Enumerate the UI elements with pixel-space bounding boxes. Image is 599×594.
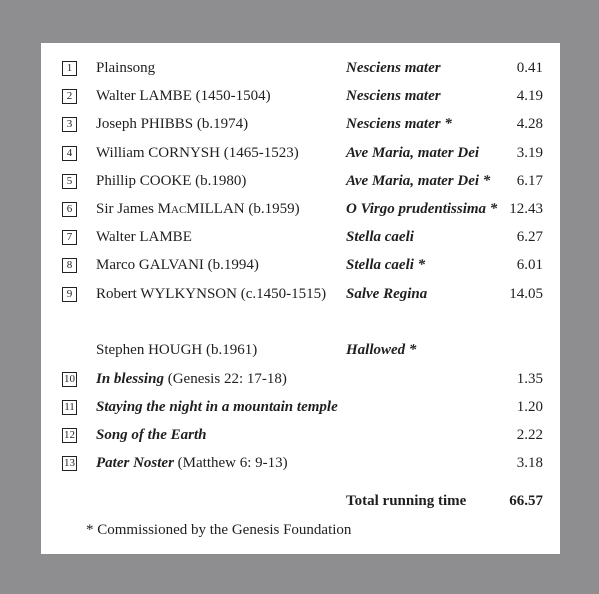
movement-label xyxy=(96,396,338,418)
track-number: 13 xyxy=(64,457,75,469)
composer-name-smallcaps: AC xyxy=(171,204,187,216)
movement-row xyxy=(41,396,560,418)
track-duration: 1.35 xyxy=(516,371,543,387)
track-number: 12 xyxy=(64,429,75,441)
track-row xyxy=(41,198,560,220)
work-title: Nesciens mater * xyxy=(346,116,452,132)
movement-title: Staying the night in a mountain temple xyxy=(96,399,338,415)
track-duration: 4.19 xyxy=(516,88,543,104)
total-running-time: 66.57 xyxy=(509,493,543,509)
track-duration: 12.43 xyxy=(509,201,543,217)
composer-name: Walter LAMBE xyxy=(96,229,192,245)
composer-name: William CORNYSH (1465-1523) xyxy=(96,145,299,161)
track-duration: 3.19 xyxy=(516,145,543,161)
work-title: Nesciens mater xyxy=(346,60,441,76)
work-title: Nesciens mater xyxy=(346,88,441,104)
work-title: Stella caeli xyxy=(346,229,414,245)
composer-name: Plainsong xyxy=(96,60,156,76)
track-row xyxy=(41,283,560,305)
track-row xyxy=(41,226,560,248)
track-number: 8 xyxy=(62,258,77,273)
movement-label xyxy=(96,424,206,446)
movement-note: (Matthew 6: 9-13) xyxy=(173,455,288,471)
track-number: 4 xyxy=(62,146,77,161)
track-duration: 3.18 xyxy=(516,455,543,471)
track-number: 9 xyxy=(62,287,77,302)
movement-row xyxy=(41,424,560,446)
composer-name: Walter LAMBE (1450-1504) xyxy=(96,88,271,104)
track-number: 10 xyxy=(64,373,75,385)
work-title: Salve Regina xyxy=(346,286,428,302)
commission-footnote: * Commissioned by the Genesis Foundation xyxy=(86,522,352,538)
track-listing-card xyxy=(41,43,560,554)
track-row xyxy=(41,113,560,135)
track-number: 5 xyxy=(62,174,77,189)
composer-name: Robert WYLKYNSON (c.1450-1515) xyxy=(96,286,327,302)
work-title: O Virgo prudentissima * xyxy=(346,201,498,217)
track-row xyxy=(41,142,560,164)
composer-name: Joseph PHIBBS (b.1974) xyxy=(96,116,249,132)
track-duration: 1.20 xyxy=(516,399,543,415)
track-row xyxy=(41,57,560,79)
track-number: 1 xyxy=(62,61,77,76)
composer-name xyxy=(96,198,300,221)
movement-row xyxy=(41,452,560,474)
work-title: Ave Maria, mater Dei xyxy=(346,145,480,161)
track-duration: 2.22 xyxy=(516,427,543,443)
movement-note: (Genesis 22: 17-18) xyxy=(163,371,287,387)
track-row xyxy=(41,170,560,192)
movement-row xyxy=(41,368,560,390)
composer-name: Marco GALVANI (b.1994) xyxy=(96,257,259,273)
track-number: 3 xyxy=(62,117,77,132)
track-duration: 6.17 xyxy=(516,173,543,189)
work-title: Hallowed * xyxy=(346,342,417,358)
total-row xyxy=(41,490,560,512)
movement-title: Pater Noster xyxy=(96,455,174,471)
total-running-time-label: Total running time xyxy=(346,493,467,509)
track-duration: 0.41 xyxy=(516,60,543,76)
track-number: 11 xyxy=(62,400,77,415)
work-title: Ave Maria, mater Dei * xyxy=(346,173,491,189)
track-row xyxy=(41,254,560,276)
track-duration: 6.01 xyxy=(516,257,543,273)
composer-name-part: MILLAN (b.1959) xyxy=(186,201,300,217)
track-duration: 14.05 xyxy=(509,286,543,302)
track-number: 2 xyxy=(62,89,77,104)
track-number: 7 xyxy=(62,230,77,245)
track-row xyxy=(41,85,560,107)
movement-title: In blessing xyxy=(96,371,164,387)
movement-title: Song of the Earth xyxy=(96,427,207,443)
work-title: Stella caeli * xyxy=(346,257,426,273)
footnote-row xyxy=(41,519,560,541)
hough-heading-row xyxy=(41,339,560,361)
track-number: 6 xyxy=(62,202,77,217)
movement-label xyxy=(96,368,287,390)
composer-name: Phillip COOKE (b.1980) xyxy=(96,173,247,189)
composer-name-part: Sir James M xyxy=(96,201,171,217)
composer-name: Stephen HOUGH (b.1961) xyxy=(96,342,258,358)
track-duration: 6.27 xyxy=(516,229,543,245)
track-duration: 4.28 xyxy=(516,116,543,132)
movement-label xyxy=(96,452,288,474)
